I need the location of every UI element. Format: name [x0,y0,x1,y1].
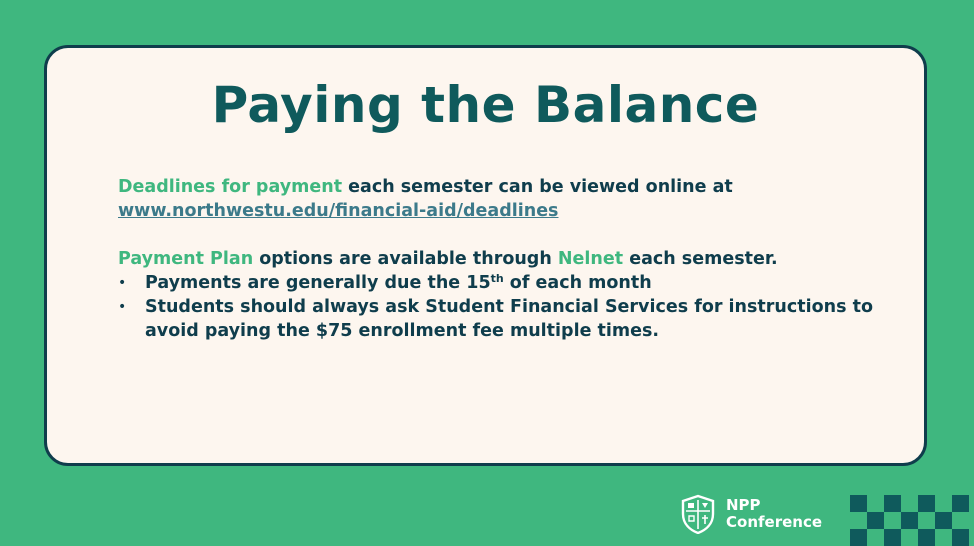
bullet-icon: • [118,275,127,291]
deadlines-paragraph [118,175,898,223]
payment-plan-text: options are available through [253,249,558,269]
bullet-1-text: Payments are generally due the 15 [145,273,491,293]
shield-crest-icon [680,494,716,534]
list-item [118,271,898,295]
payment-plan-paragraph [118,247,898,271]
deadlines-text: each semester can be viewed online at [342,177,733,197]
list-item [118,295,898,343]
bullet-1-end: of each month [503,273,652,293]
slide-body [118,175,898,343]
bullet-icon: • [118,299,127,315]
checkerboard-decoration [850,495,974,546]
page-title: Paying the Balance [211,76,760,134]
deadlines-link[interactable]: www.northwestu.edu/financial-aid/deadlines [118,201,559,221]
bullet-list [118,271,898,343]
bullet-1-superscript: th [490,272,504,285]
bullet-2-text: Students should always ask Student Financial Services for instructions to avoid paying the $75 enrollment fee multiple times. [145,297,874,341]
conference-logo [680,494,822,534]
content-card [44,45,927,466]
logo-text [726,497,822,531]
nelnet-highlight: Nelnet [557,249,624,269]
deadlines-highlight: Deadlines for payment [118,177,343,197]
payment-plan-highlight: Payment Plan [118,249,254,269]
logo-line-2: Conference [726,513,823,531]
payment-plan-end: each semester. [623,249,778,269]
logo-line-1: NPP [726,496,761,514]
